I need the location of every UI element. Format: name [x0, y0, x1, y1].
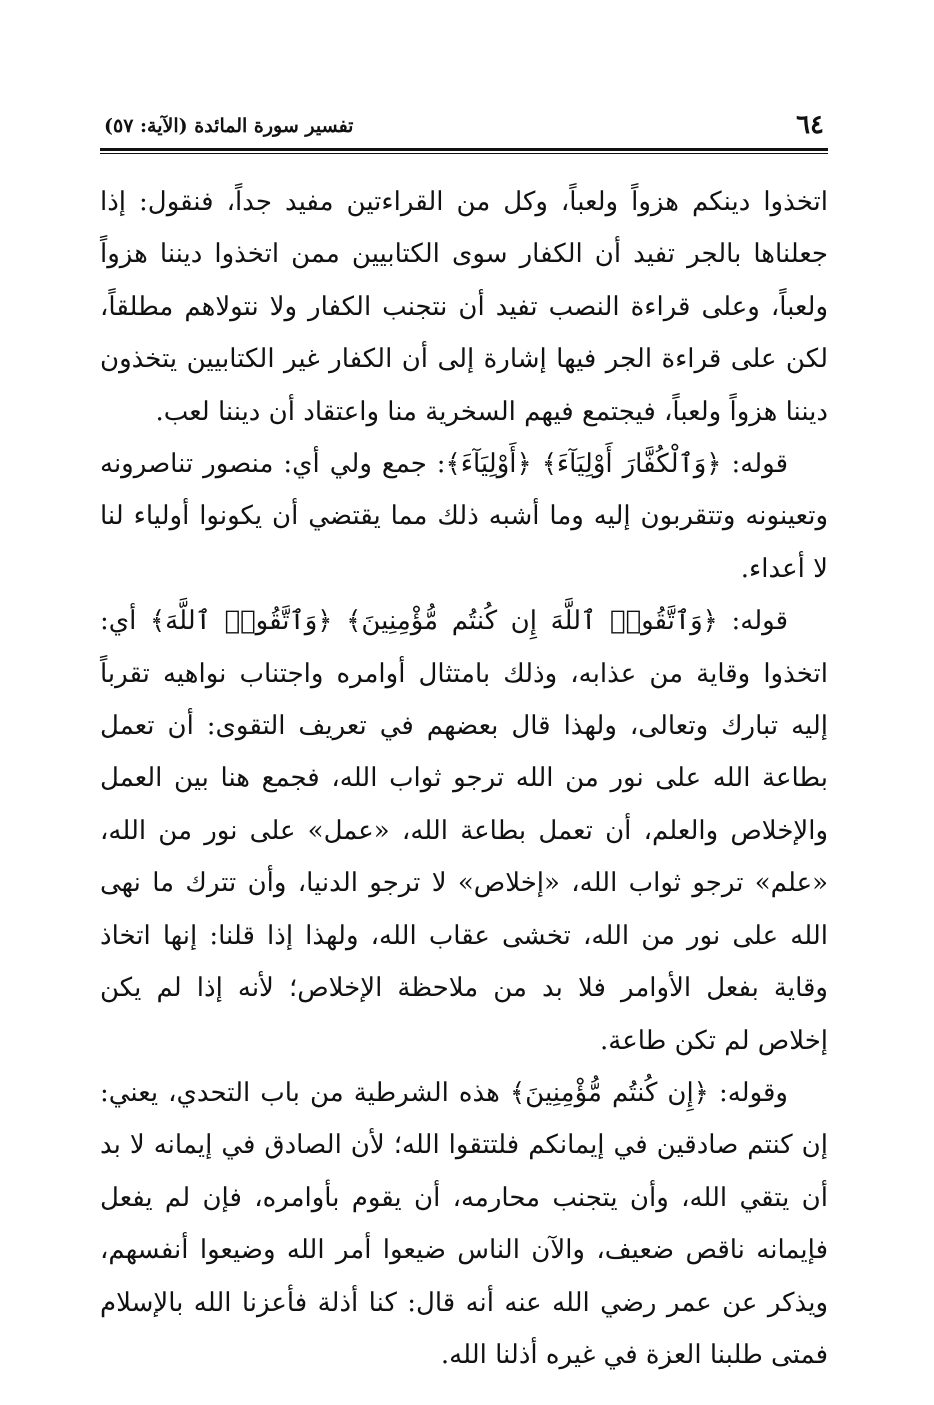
header-rule-thick — [100, 148, 828, 151]
running-header — [100, 112, 828, 138]
paragraph: اتخذوا دينكم هزواً ولعباً، وكل من القراءتين مفيد جداً، فنقول: إذا جعلناها بالجر تفيد أن الكفار سوى الكتابيين ممن اتخذوا ديننا هزواً ولعباً، وعلى قراءة النصب تفيد أن نتجنب الكفار ولا نتولاهم مطلقاً، لكن على قراءة الجر فيها إشارة إلى أن الكفار غير الكتابيين يتخذون ديننا هزواً ولعباً، فيجتمع فيهم السخرية منا واعتقاد أن ديننا لعب. — [100, 187, 828, 427]
header-title: تفسير سورة المائدة (الآية: ٥٧) — [104, 115, 354, 137]
paragraph: قوله: ﴿وَٱتَّقُوا۟ ٱللَّهَ إِن كُنتُم مُّؤْمِنِينَ﴾ ﴿وَٱتَّقُوا۟ ٱللَّهَ﴾ أي: اتخذوا وقاية من عذابه، وذلك بامتثال أوامره واجتناب نواهيه تقرباً إليه تبارك وتعالى، ولهذا قال بعضهم في تعريف التقوى: أن تعمل بطاعة الله على نور من الله ترجو ثواب الله، فجمع هنا بين العمل والإخلاص والعلم، أن تعمل بطاعة الله، «عمل» على نور من الله، «علم» ترجو ثواب الله، «إخلاص» لا ترجو الدنيا، وأن تترك ما نهى الله على نور من الله، تخشى عقاب الله، ولهذا إذا قلنا: إنها اتخاذ وقاية بفعل الأوامر فلا بد من ملاحظة الإخلاص؛ لأنه إذا لم يكن إخلاص لم تكن طاعة. — [100, 606, 828, 1056]
body-text — [100, 176, 828, 1381]
paragraph: وقوله: ﴿إِن كُنتُم مُّؤْمِنِينَ﴾ هذه الشرطية من باب التحدي، يعني: إن كنتم صادقين في إيمانكم فلتتقوا الله؛ لأن الصادق في إيمانه لا بد أن يتقي الله، وأن يتجنب محارمه، أن يقوم بأوامره، فإن لم يفعل فإيمانه ناقص ضعيف، والآن الناس ضيعوا أمر الله وضيعوا أنفسهم، ويذكر عن عمر رضي الله عنه أنه قال: كنا أذلة فأعزنا الله بالإسلام فمتى طلبنا العزة في غيره أذلنا الله. — [100, 1077, 828, 1370]
book-page — [100, 112, 828, 1381]
paragraph: قوله: ﴿وَٱلْكُفَّارَ أَوْلِيَآءَ﴾ ﴿أَوْلِيَآءَ﴾: جمع ولي أي: منصور تناصرونه وتعينونه وتتقربون إليه وما أشبه ذلك مما يقتضي أن يكونوا أولياء لنا لا أعداء. — [100, 449, 828, 584]
page-number: ٦٤ — [796, 110, 824, 140]
header-rule-thin — [100, 153, 828, 154]
